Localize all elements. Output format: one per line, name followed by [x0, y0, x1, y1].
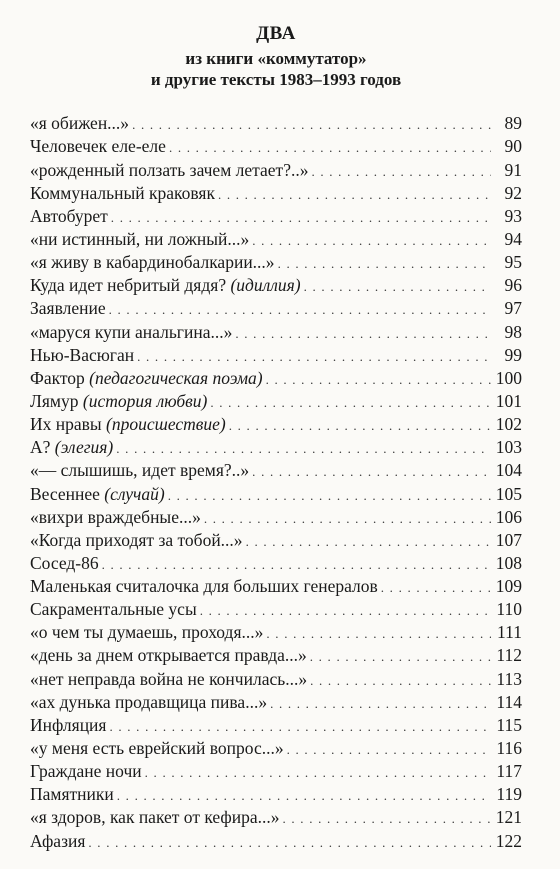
toc-entry-page-number: 104 — [495, 460, 522, 481]
toc-entry-title — [30, 761, 145, 782]
toc-entry-title — [30, 229, 252, 250]
toc-entry-title — [30, 807, 283, 828]
toc-entry-page-number: 105 — [495, 483, 522, 504]
toc-entry-title-text: «нет неправда война не кончилась...» — [30, 668, 308, 689]
toc-entry-page-number: 112 — [496, 645, 522, 666]
toc-entry-title — [30, 113, 132, 134]
toc-leader-dots — [310, 649, 491, 665]
toc-entry-page-number: 113 — [496, 668, 522, 689]
toc-leader-dots — [168, 488, 491, 504]
toc-entry-title — [30, 576, 381, 597]
toc-entry-title — [30, 275, 304, 296]
toc-entry-title — [30, 368, 266, 389]
toc-entry-page-number: 95 — [504, 252, 522, 273]
toc-entry-page-number: 117 — [496, 761, 522, 782]
toc-entry-title — [30, 183, 218, 204]
toc-entry-title — [30, 530, 246, 551]
toc-entry-title-text: Памятники — [30, 784, 114, 805]
toc-entry — [30, 507, 522, 530]
toc-entry — [30, 136, 522, 159]
toc-entry — [30, 831, 522, 854]
toc-entry-title-text: «маруся купи анальгина...» — [30, 321, 233, 342]
toc-entry — [30, 807, 522, 830]
toc-entry-page-number: 114 — [496, 691, 522, 712]
toc-entry-genre-note: (элегия) — [54, 437, 114, 458]
toc-entry-page-number: 90 — [504, 136, 522, 157]
toc-entry-title-text: Нью-Васюган — [30, 344, 135, 365]
toc-entry-page-number: 111 — [497, 622, 522, 643]
toc-leader-dots — [283, 811, 492, 827]
toc-entry-title — [30, 160, 311, 181]
toc-entry — [30, 160, 522, 183]
toc-leader-dots — [235, 326, 491, 342]
toc-entry-title — [30, 437, 116, 458]
toc-leader-dots — [111, 210, 491, 226]
toc-entry-page-number: 92 — [504, 182, 522, 203]
toc-entry-page-number: 110 — [496, 599, 522, 620]
toc-entry-title — [30, 692, 270, 713]
section-subtitle-line-2: и другие тексты 1983–1993 годов — [150, 70, 402, 89]
toc-entry-title — [30, 784, 117, 805]
toc-entry-title — [30, 298, 109, 319]
toc-entry-page-number: 98 — [504, 321, 522, 342]
toc-entry — [30, 368, 522, 391]
toc-entry — [30, 599, 522, 622]
toc-entry-title — [30, 831, 88, 852]
table-of-contents — [30, 113, 522, 854]
toc-entry-title-text: Лямур — [30, 390, 83, 411]
toc-entry-page-number: 89 — [504, 113, 522, 134]
toc-leader-dots — [210, 395, 491, 411]
toc-entry-title — [30, 252, 278, 273]
toc-leader-dots — [116, 441, 491, 457]
toc-leader-dots — [200, 603, 491, 619]
section-title: ДВА — [256, 23, 296, 44]
toc-entry-title-text: «я живу в кабардинобалкарии...» — [30, 252, 275, 273]
toc-leader-dots — [132, 117, 491, 133]
toc-page — [30, 22, 522, 854]
toc-entry-title — [30, 206, 111, 227]
toc-entry-title-text: Фактор — [30, 367, 90, 388]
toc-entry-page-number: 106 — [495, 506, 522, 527]
toc-entry-page-number: 116 — [496, 738, 522, 759]
toc-entry — [30, 484, 522, 507]
toc-entry-title-text: «о чем ты думаешь, проходя...» — [30, 622, 264, 643]
toc-entry-title-text: А? — [30, 437, 55, 458]
toc-entry-title-text: Инфляция — [30, 714, 107, 735]
toc-entry-title-text: «рожденный ползать зачем летает?..» — [30, 159, 309, 180]
toc-entry-page-number: 91 — [504, 159, 522, 180]
toc-entry-title-text: Куда идет небритый дядя? — [30, 275, 231, 296]
toc-leader-dots — [252, 464, 491, 480]
toc-entry-title — [30, 738, 287, 759]
toc-entry-genre-note: (случай) — [104, 483, 165, 504]
toc-leader-dots — [246, 534, 491, 550]
toc-leader-dots — [278, 256, 491, 272]
toc-entry — [30, 715, 522, 738]
toc-entry-title — [30, 391, 210, 412]
toc-entry-title-text: «ни истинный, ни ложный...» — [30, 228, 250, 249]
toc-leader-dots — [287, 742, 491, 758]
toc-entry — [30, 113, 522, 136]
toc-entry-title — [30, 599, 200, 620]
toc-entry-title-text: Автобурет — [30, 205, 108, 226]
toc-entry — [30, 206, 522, 229]
toc-entry-title — [30, 322, 235, 343]
toc-leader-dots — [310, 673, 491, 689]
toc-leader-dots — [145, 765, 491, 781]
toc-entry-title — [30, 345, 137, 366]
toc-entry-page-number: 108 — [495, 552, 522, 573]
toc-entry — [30, 252, 522, 275]
toc-entry — [30, 391, 522, 414]
toc-entry-page-number: 109 — [495, 576, 522, 597]
toc-entry-title-text: Их нравы — [30, 414, 107, 435]
toc-entry-page-number: 122 — [495, 830, 522, 851]
toc-entry — [30, 345, 522, 368]
toc-entry-title-text: Весеннее — [30, 483, 105, 504]
toc-entry — [30, 761, 522, 784]
toc-entry-title — [30, 460, 252, 481]
toc-entry-title-text: Человечек еле-еле — [30, 136, 166, 157]
toc-entry — [30, 229, 522, 252]
toc-entry — [30, 576, 522, 599]
toc-entry-page-number: 119 — [496, 784, 522, 805]
toc-entry-page-number: 107 — [495, 529, 522, 550]
toc-entry-title — [30, 669, 310, 690]
toc-entry — [30, 553, 522, 576]
toc-entry-title-text: «вихри враждебные...» — [30, 506, 201, 527]
toc-entry — [30, 298, 522, 321]
toc-entry-title-text: Сосед-86 — [30, 552, 99, 573]
toc-entry — [30, 622, 522, 645]
toc-entry — [30, 784, 522, 807]
toc-entry-title-text: «день за днем открывается правда...» — [30, 645, 307, 666]
toc-entry — [30, 414, 522, 437]
toc-leader-dots — [266, 626, 491, 642]
toc-entry-title-text: «я обижен...» — [30, 113, 130, 134]
section-heading — [30, 22, 522, 90]
toc-entry-title-text: Заявление — [30, 298, 106, 319]
toc-entry-page-number: 121 — [495, 807, 522, 828]
toc-entry-title-text: «я здоров, как пакет от кефира...» — [30, 807, 280, 828]
toc-entry-genre-note: (педагогическая поэма) — [89, 367, 263, 388]
toc-entry-page-number: 93 — [504, 205, 522, 226]
toc-entry-title-text: Коммунальный краковяк — [30, 182, 215, 203]
toc-entry — [30, 275, 522, 298]
toc-entry-title-text: Граждане ночи — [30, 761, 142, 782]
toc-leader-dots — [304, 279, 491, 295]
toc-entry-title — [30, 715, 109, 736]
toc-leader-dots — [204, 511, 491, 527]
toc-entry-page-number: 102 — [495, 414, 522, 435]
toc-leader-dots — [311, 164, 491, 180]
section-subtitle-line-1: из книги «коммутатор» — [185, 48, 367, 68]
toc-leader-dots — [252, 233, 491, 249]
toc-entry-title — [30, 553, 102, 574]
toc-entry-page-number: 96 — [504, 275, 522, 296]
toc-entry-genre-note: (идиллия) — [230, 275, 301, 296]
toc-leader-dots — [117, 788, 491, 804]
toc-entry-title — [30, 414, 229, 435]
toc-entry-page-number: 115 — [496, 714, 522, 735]
toc-entry-page-number: 99 — [504, 344, 522, 365]
toc-entry-title-text: «ах дунька продавщица пива...» — [30, 691, 268, 712]
toc-entry-title-text: «у меня есть еврейский вопрос...» — [30, 738, 284, 759]
toc-entry — [30, 530, 522, 553]
toc-entry-page-number: 94 — [504, 228, 522, 249]
toc-entry-title-text: «Когда приходят за тобой...» — [30, 529, 243, 550]
toc-entry-title — [30, 484, 168, 505]
toc-entry-title — [30, 645, 310, 666]
toc-entry-title-text: Маленькая считалочка для больших генералов — [30, 576, 378, 597]
toc-entry-title — [30, 136, 169, 157]
toc-leader-dots — [266, 372, 491, 388]
toc-entry — [30, 669, 522, 692]
toc-leader-dots — [137, 349, 491, 365]
toc-entry-title — [30, 507, 204, 528]
toc-entry — [30, 738, 522, 761]
toc-entry-page-number: 100 — [495, 367, 522, 388]
toc-leader-dots — [88, 835, 491, 851]
toc-leader-dots — [229, 418, 491, 434]
toc-entry-title-text: «— слышишь, идет время?..» — [30, 460, 250, 481]
toc-entry-page-number: 101 — [495, 390, 522, 411]
toc-entry-page-number: 97 — [504, 298, 522, 319]
toc-entry — [30, 322, 522, 345]
toc-leader-dots — [102, 557, 491, 573]
toc-entry — [30, 183, 522, 206]
toc-entry — [30, 645, 522, 668]
toc-entry-genre-note: (история любви) — [82, 390, 208, 411]
toc-leader-dots — [218, 187, 491, 203]
toc-leader-dots — [169, 140, 491, 156]
toc-entry-genre-note: (происшествие) — [106, 414, 226, 435]
toc-leader-dots — [109, 302, 491, 318]
toc-leader-dots — [381, 580, 491, 596]
toc-entry-title — [30, 622, 266, 643]
toc-entry-title-text: Афазия — [30, 830, 86, 851]
toc-entry — [30, 437, 522, 460]
toc-entry — [30, 692, 522, 715]
toc-entry — [30, 460, 522, 483]
toc-entry-title-text: Сакраментальные усы — [30, 599, 197, 620]
toc-leader-dots — [109, 719, 491, 735]
toc-leader-dots — [270, 696, 491, 712]
toc-entry-page-number: 103 — [495, 437, 522, 458]
